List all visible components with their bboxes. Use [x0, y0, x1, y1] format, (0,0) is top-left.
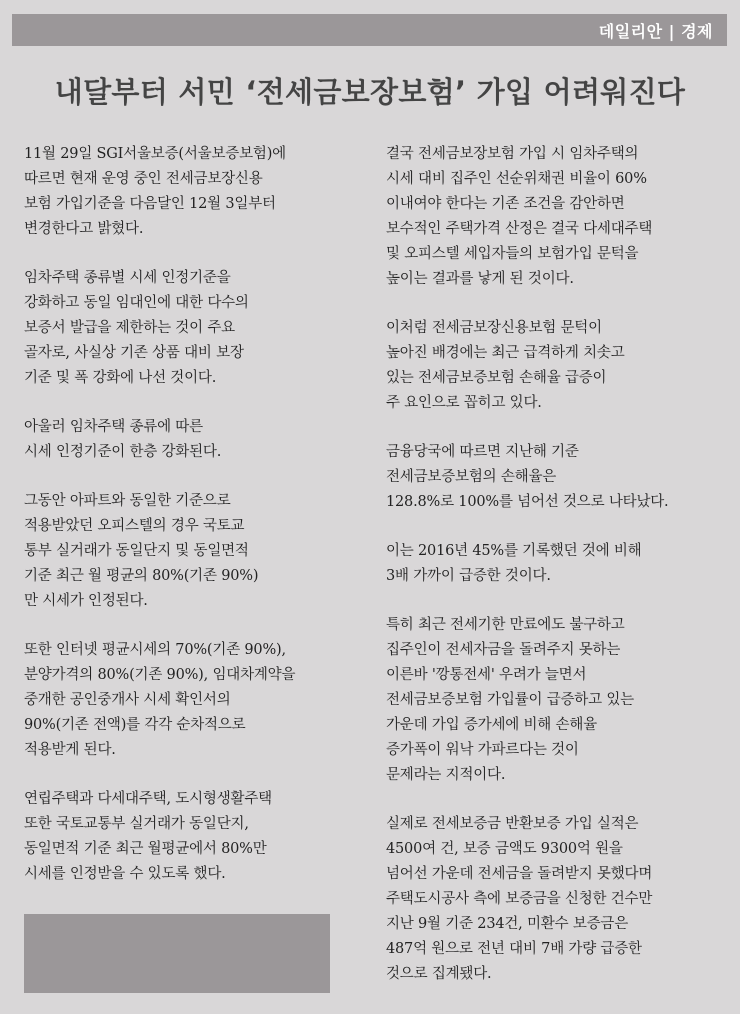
text-line: 동일면적 기준 최근 월평균에서 80%만 — [24, 841, 267, 857]
text-line: 90%(기존 전액)를 각각 순차적으로 — [24, 717, 246, 733]
left-column — [24, 142, 359, 911]
text-line: 넘어선 가운데 전세금을 돌려받지 못했다며 — [386, 866, 653, 882]
text-line: 증가폭이 워낙 가파르다는 것이 — [386, 742, 579, 758]
paragraph — [386, 440, 726, 515]
header-bar — [12, 14, 727, 46]
text-line: 시세를 인정받을 수 있도록 했다. — [24, 866, 226, 882]
text-line: 시세 인정기준이 한층 강화된다. — [24, 444, 222, 460]
text-line: 또한 인터넷 평균시세의 70%(기존 90%), — [24, 642, 286, 658]
text-line: 487억 원으로 전년 대비 7배 가량 급증한 — [386, 941, 642, 957]
headline: 내달부터 서민 ‘전세금보장보험’ 가입 어려워진다 — [54, 75, 686, 109]
publisher-section-label: 데일리안 | 경제 — [598, 21, 713, 41]
text-line: 4500여 건, 보증 금액도 9300억 원을 — [386, 841, 623, 857]
text-line: 또한 국토교통부 실거래가 동일단지, — [24, 816, 249, 832]
text-line: 보증서 발급을 제한하는 것이 주요 — [24, 320, 235, 336]
paragraph — [24, 638, 359, 763]
text-line: 주 요인으로 꼽히고 있다. — [386, 395, 542, 411]
text-line: 적용받게 된다. — [24, 742, 116, 758]
text-line: 실제로 전세보증금 반환보증 가입 실적은 — [386, 816, 639, 832]
text-line: 강화하고 동일 임대인에 대한 다수의 — [24, 295, 249, 311]
text-line: 128.8%로 100%를 넘어선 것으로 나타났다. — [386, 494, 669, 510]
paragraph — [24, 415, 359, 465]
text-line: 분양가격의 80%(기존 90%), 임대차계약을 — [24, 667, 296, 683]
text-line: 변경한다고 밝혔다. — [24, 221, 144, 237]
text-line: 아울러 임차주택 종류에 따른 — [24, 419, 203, 435]
text-line: 문제라는 지적이다. — [386, 767, 506, 783]
text-line: 이처럼 전세금보장신용보험 문턱이 — [386, 320, 602, 336]
right-column — [386, 142, 726, 1011]
text-line: 적용받았던 오피스텔의 경우 국토교 — [24, 518, 245, 534]
text-line: 가운데 가입 증가세에 비해 손해율 — [386, 717, 597, 733]
text-line: 것으로 집계됐다. — [386, 966, 492, 982]
text-line: 골자로, 사실상 기존 상품 대비 보장 — [24, 345, 244, 361]
text-line: 만 시세가 인정된다. — [24, 593, 148, 609]
text-line: 이내여야 한다는 기존 조건을 감안하면 — [386, 196, 625, 212]
text-line: 시세 대비 집주인 선순위채권 비율이 60% — [386, 171, 647, 187]
text-line: 결국 전세금보장보험 가입 시 임차주택의 — [386, 146, 639, 162]
paragraph — [386, 316, 726, 416]
text-line: 높이는 결과를 낳게 된 것이다. — [386, 271, 574, 287]
text-line: 집주인이 전세자금을 돌려주지 못하는 — [386, 642, 621, 658]
paragraph — [24, 266, 359, 391]
text-line: 임차주택 종류별 시세 인정기준을 — [24, 270, 231, 286]
text-line: 및 오피스텔 세입자들의 보험가입 문턱을 — [386, 246, 639, 262]
image-placeholder — [24, 914, 330, 993]
text-line: 11월 29일 SGI서울보증(서울보증보험)에 — [24, 146, 286, 162]
paragraph — [24, 489, 359, 614]
text-line: 기준 최근 월 평균의 80%(기존 90%) — [24, 568, 259, 584]
text-line: 중개한 공인중개사 시세 확인서의 — [24, 692, 231, 708]
text-line: 통부 실거래가 동일단지 및 동일면적 — [24, 543, 249, 559]
paragraph — [386, 539, 726, 589]
text-line: 따르면 현재 운영 중인 전세금보장신용 — [24, 171, 263, 187]
paragraph — [24, 787, 359, 887]
text-line: 높아진 배경에는 최근 급격하게 치솟고 — [386, 345, 625, 361]
text-line: 보수적인 주택가격 산정은 결국 다세대주택 — [386, 221, 653, 237]
paragraph — [386, 613, 726, 788]
text-line: 전세금보증보험의 손해율은 — [386, 469, 557, 485]
paragraph — [386, 812, 726, 987]
paragraph — [24, 142, 359, 242]
text-line: 그동안 아파트와 동일한 기준으로 — [24, 493, 231, 509]
text-line: 있는 전세금보증보험 손해율 급증이 — [386, 370, 607, 386]
text-line: 특히 최근 전세기한 만료에도 불구하고 — [386, 617, 625, 633]
text-line: 이른바 '깡통전세' 우려가 늘면서 — [386, 667, 587, 683]
text-line: 금융당국에 따르면 지난해 기준 — [386, 444, 579, 460]
paragraph — [386, 142, 726, 292]
text-line: 3배 가까이 급증한 것이다. — [386, 568, 551, 584]
text-line: 이는 2016년 45%를 기록했던 것에 비해 — [386, 543, 642, 559]
text-line: 보험 가입기준을 다음달인 12월 3일부터 — [24, 196, 276, 212]
text-line: 전세금보증보험 가입률이 급증하고 있는 — [386, 692, 634, 708]
text-line: 지난 9월 기준 234건, 미환수 보증금은 — [386, 916, 629, 932]
text-line: 기준 및 폭 강화에 나선 것이다. — [24, 370, 217, 386]
text-line: 연립주택과 다세대주택, 도시형생활주택 — [24, 791, 272, 807]
text-line: 주택도시공사 측에 보증금을 신청한 건수만 — [386, 891, 653, 907]
